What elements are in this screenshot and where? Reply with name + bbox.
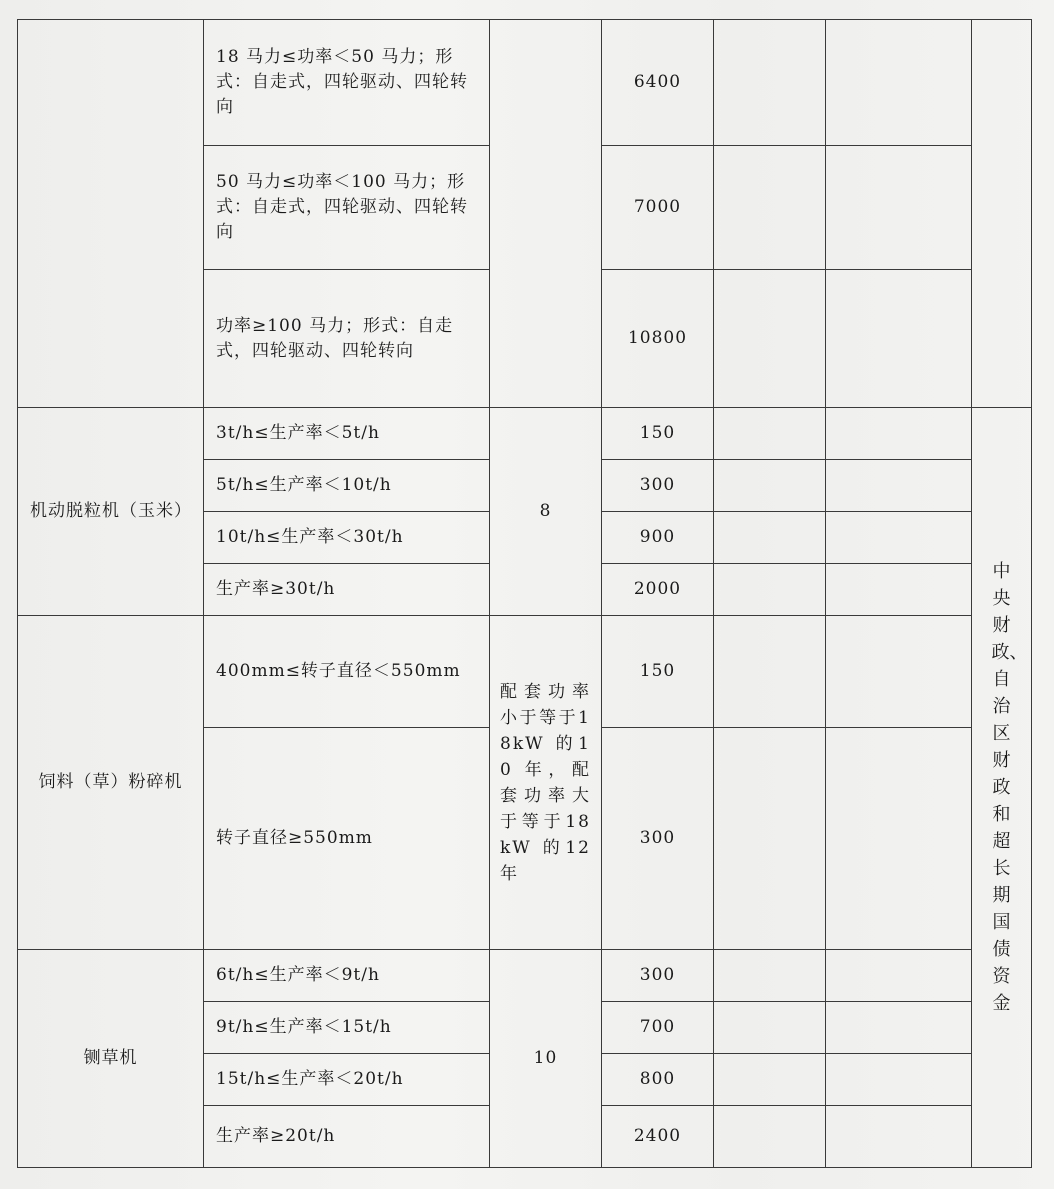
spec-cell: 50 马力≤功率＜100 马力；形式：自走式，四轮驱动、四轮转向	[204, 146, 490, 270]
empty-cell	[826, 20, 972, 146]
years-cell: 8	[490, 408, 602, 616]
amount-cell: 700	[602, 1002, 714, 1054]
item-name-cell: 铡草机	[18, 950, 204, 1168]
empty-cell	[826, 270, 972, 408]
amount-cell: 10800	[602, 270, 714, 408]
item-name-cell: 饲料（草）粉碎机	[18, 616, 204, 950]
empty-cell	[714, 408, 826, 460]
empty-cell	[714, 512, 826, 564]
spec-cell: 15t/h≤生产率＜20t/h	[204, 1054, 490, 1106]
table-row	[18, 20, 1032, 146]
empty-cell	[826, 146, 972, 270]
empty-cell	[714, 20, 826, 146]
years-cell	[490, 20, 602, 408]
amount-cell: 2000	[602, 564, 714, 616]
spec-cell: 功率≥100 马力；形式：自走式，四轮驱动、四轮转向	[204, 270, 490, 408]
empty-cell	[714, 1106, 826, 1168]
subsidy-table	[17, 19, 1032, 1168]
spec-cell: 18 马力≤功率＜50 马力；形式：自走式，四轮驱动、四轮转向	[204, 20, 490, 146]
funding-source-text: 中央财政、自治区财政和超长期国债资金	[991, 561, 1028, 1014]
spec-cell: 6t/h≤生产率＜9t/h	[204, 950, 490, 1002]
amount-cell: 300	[602, 460, 714, 512]
empty-cell	[714, 460, 826, 512]
spec-cell: 生产率≥30t/h	[204, 564, 490, 616]
spec-cell: 5t/h≤生产率＜10t/h	[204, 460, 490, 512]
amount-cell: 150	[602, 408, 714, 460]
funding-source-cell	[972, 408, 1032, 1168]
empty-cell	[826, 1002, 972, 1054]
table-row	[18, 408, 1032, 460]
empty-cell	[714, 1002, 826, 1054]
empty-cell	[714, 564, 826, 616]
empty-cell	[826, 1106, 972, 1168]
empty-cell	[826, 1054, 972, 1106]
empty-cell	[714, 270, 826, 408]
table-row	[18, 950, 1032, 1002]
amount-cell: 300	[602, 728, 714, 950]
table-row	[18, 616, 1032, 728]
amount-cell: 7000	[602, 146, 714, 270]
empty-cell	[714, 616, 826, 728]
empty-cell	[826, 728, 972, 950]
empty-cell	[714, 950, 826, 1002]
item-name-cell: 机动脱粒机（玉米）	[18, 408, 204, 616]
empty-cell	[714, 146, 826, 270]
amount-cell: 300	[602, 950, 714, 1002]
spec-cell: 转子直径≥550mm	[204, 728, 490, 950]
empty-cell	[826, 950, 972, 1002]
spec-cell: 生产率≥20t/h	[204, 1106, 490, 1168]
spec-cell: 3t/h≤生产率＜5t/h	[204, 408, 490, 460]
years-cell: 10	[490, 950, 602, 1168]
item-name-cell	[18, 20, 204, 408]
empty-cell	[826, 512, 972, 564]
amount-cell: 900	[602, 512, 714, 564]
amount-cell: 2400	[602, 1106, 714, 1168]
empty-cell	[714, 728, 826, 950]
spec-cell: 9t/h≤生产率＜15t/h	[204, 1002, 490, 1054]
spec-cell: 400mm≤转子直径＜550mm	[204, 616, 490, 728]
empty-cell	[826, 460, 972, 512]
spec-cell: 10t/h≤生产率＜30t/h	[204, 512, 490, 564]
amount-cell: 150	[602, 616, 714, 728]
empty-cell	[826, 564, 972, 616]
amount-cell: 800	[602, 1054, 714, 1106]
empty-cell	[714, 1054, 826, 1106]
amount-cell: 6400	[602, 20, 714, 146]
empty-cell	[826, 616, 972, 728]
funding-source-cell	[972, 20, 1032, 408]
empty-cell	[826, 408, 972, 460]
years-cell: 配套功率小于等于18kW 的10 年，配套功率大于等于18kW 的12 年	[490, 616, 602, 950]
